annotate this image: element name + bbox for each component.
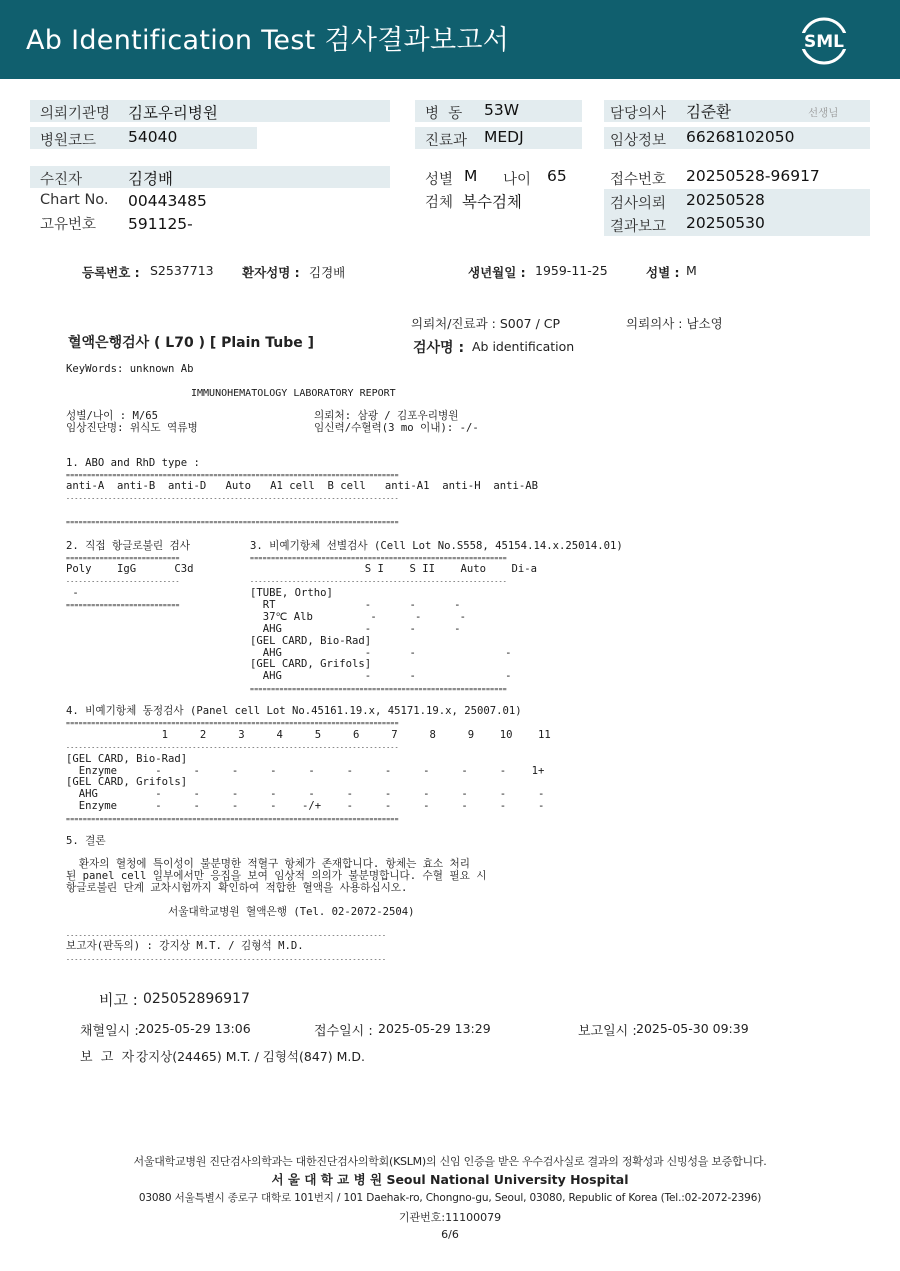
reporter-label: 보 고 자 : [80,1050,143,1065]
sec3-row: RT - - - [250,599,461,611]
sec1-title: 1. ABO and RhD type : [66,457,200,469]
dept-value: MEDJ [484,128,524,146]
dept-label: 진료과 [425,133,468,149]
collect-value: 2025-05-29 13:06 [138,1021,251,1036]
sec4-row: Enzyme - - - - -/+ - - - - - - [66,800,545,812]
footer-inst-code: 기관번호:11100079 [398,1211,502,1224]
name-value: 김경배 [309,265,346,280]
sec3-rule-c: ============================================================= [250,685,508,693]
sec3-row: AHG - - - [250,670,512,682]
chart-label: Chart No. [40,192,109,208]
sec2-result: - [66,587,79,599]
accept-label: 접수일시 : [314,1024,373,1039]
sec3-title: 3. 비예기항체 선별검사 (Cell Lot No.S558, 45154.14.x.25014.01) [250,540,623,552]
sec5-title: 5. 결론 [66,835,106,847]
sec2-rule-a: =========================== [66,554,180,562]
unique-label: 고유번호 [40,217,97,233]
lab-report-title: IMMUNOHEMATOLOGY LABORATORY REPORT [191,388,396,399]
sec4-rule-a: =============================================================================== [66,719,399,727]
doctor-value: 김준환 [686,103,731,121]
request-label: 검사의뢰 [610,196,667,212]
sec3-row: AHG - - - [250,647,512,659]
sec5-line: 항글로불린 단계 교차시험까지 확인하여 적합한 혈액을 사용하십시오. [66,882,408,894]
sec3-row: AHG - - - [250,623,461,635]
page-number: 6/6 [441,1228,459,1241]
receipt-value: 20250528-96917 [686,167,820,185]
sec2-title: 2. 직접 항글로불린 검사 [66,540,190,552]
footer-cert: 서울대학교병원 진단검사의학과는 대한진단검사의학회(KSLM)의 신임 인증을 받은 우수검사실로 결과의 정확성과 신빙성을 보증합니다. [133,1155,767,1168]
request-value: 20250528 [686,191,765,209]
report-value: 20250530 [686,214,765,232]
specimen-label: 검체 [425,195,454,211]
scan-sex-label: 성별 : [646,265,680,280]
report-time-value: 2025-05-30 09:39 [636,1021,749,1036]
dob-value: 1959-11-25 [535,263,608,278]
sec2-rule-c: =========================== [66,601,180,609]
sec4-rule-b: ------------------------------------------------------------------------------- [66,743,399,751]
sec2-rule-b: --------------------------- [66,577,180,585]
chart-value: 00443485 [128,192,207,210]
sec4-row: [GEL CARD, Grifols] [66,776,188,788]
sexage-line: 성별/나이 : M/65 [66,410,158,422]
sml-logo [796,13,852,69]
ref-doctor: 의뢰의사 : 남소영 [626,316,723,331]
sec4-row: Enzyme - - - - - - - - - - 1+ [66,765,545,777]
sex-label: 성별 [425,172,454,188]
institution-value: 김포우리병원 [128,104,218,122]
sec3-rule-b: ------------------------------------------------------------- [250,577,508,585]
sex-value: M [464,167,478,185]
hospital-code-value: 54040 [128,128,178,146]
institution-label: 의뢰기관명 [40,106,111,122]
sec4-rule-c: =============================================================================== [66,815,399,823]
collect-label: 채혈일시 : [80,1024,139,1039]
specimen-value: 복수검체 [462,193,522,211]
test-category: 혈액은행검사 ( L70 ) [ Plain Tube ] [68,335,315,351]
report-title: Ab Identification Test 검사결과보고서 [26,25,510,56]
sec5-rule-b: ---------------------------------------------------------------------------- [66,955,387,963]
name-label: 환자성명 : [242,265,300,280]
footer-address: 03080 서울특별시 종로구 대학로 101번지 / 101 Daehak-ro, Chongno-gu, Seoul, 03080, Republic of Korea (Tel.:02-2072-2396) [138,1192,762,1204]
sec4-headers: 1 2 3 4 5 6 7 8 9 10 11 [66,729,551,741]
logo-text: SML [804,32,844,52]
sec4-row: AHG - - - - - - - - - - - [66,788,545,800]
sec3-row: 37℃ Alb - - - [250,611,466,623]
bloodbank-line: 서울대학교병원 혈액은행 (Tel. 02-2072-2504) [168,906,415,918]
note-label: 비고 : [99,991,138,1009]
age-value: 65 [547,167,567,185]
sec3-row: [GEL CARD, Grifols] [250,658,372,670]
clinical-label: 임상정보 [610,133,667,149]
band-patient [30,166,390,188]
sec1-rule-c: =============================================================================== [66,518,399,526]
footer-hospital: 서 울 대 학 교 병 원 Seoul National University Hospital [271,1172,629,1187]
note-value: 025052896917 [143,991,250,1007]
sec1-rule-a: =============================================================================== [66,471,399,479]
reg-value: S2537713 [150,263,214,278]
sec3-rule-a: ============================================================= [250,554,508,562]
accept-value: 2025-05-29 13:29 [378,1021,491,1036]
test-name-value: Ab identification [472,339,575,354]
test-name-label: 검사명 : [413,340,465,356]
age-label: 나이 [503,172,532,188]
hospital-code-label: 병원코드 [40,133,97,149]
sec3-row: [GEL CARD, Bio-Rad] [250,635,372,647]
scan-sex-value: M [686,263,697,278]
sec3-headers: S I S II Auto Di-a [250,563,538,575]
receipt-label: 접수번호 [610,172,667,188]
sec4-row: [GEL CARD, Bio-Rad] [66,753,188,765]
dob-label: 생년월일 : [468,265,526,280]
patient-label: 수진자 [40,172,83,188]
patient-value: 김경배 [128,170,173,188]
sec5-rule-a: ---------------------------------------------------------------------------- [66,931,387,939]
sec3-row: [TUBE, Ortho] [250,587,333,599]
doctor-label: 담당의사 [610,106,667,122]
referral-line: 의뢰처: 삼광 / 김포우리병원 [314,410,459,422]
clinical-value: 66268102050 [686,128,795,146]
report-time-label: 보고일시 : [578,1024,637,1039]
sec1-headers: anti-A anti-B anti-D Auto A1 cell B cell anti-A1 anti-H anti-AB [66,480,538,492]
report-header [0,0,900,79]
reg-label: 등록번호 : [82,265,140,280]
diagnosis-line: 임상진단명: 위식도 역류병 [66,422,198,434]
pregnancy-line: 임신력/수혈력(3 mo 이내): -/- [314,422,479,434]
sec5-line: 환자의 혈청에 특이성이 불분명한 적혈구 항체가 존재합니다. 항체는 효소 처리 [66,858,471,870]
unique-value: 591125- [128,215,193,233]
ref-dept: 의뢰처/진료과 : S007 / CP [411,316,561,331]
sec5-line: 된 panel cell 일부에서만 응집을 보여 임상적 의의가 불분명합니다. 수혈 필요 시 [66,870,487,882]
reviewer-line: 보고자(판독의) : 강지상 M.T. / 김형석 M.D. [66,940,304,952]
keywords: KeyWords: unknown Ab [66,363,194,375]
doctor-suffix: 선생님 [808,107,839,119]
report-label: 결과보고 [610,219,667,235]
ward-value: 53W [484,101,520,119]
sec1-rule-b: ------------------------------------------------------------------------------- [66,494,399,502]
ward-label: 병 동 [425,106,463,122]
sec4-title: 4. 비예기항체 동정검사 (Panel cell Lot No.45161.19.x, 45171.19.x, 25007.01) [66,705,522,717]
reporter-value: 강지상(24465) M.T. / 김형석(847) M.D. [136,1049,365,1064]
sec2-headers: Poly IgG C3d [66,563,194,575]
